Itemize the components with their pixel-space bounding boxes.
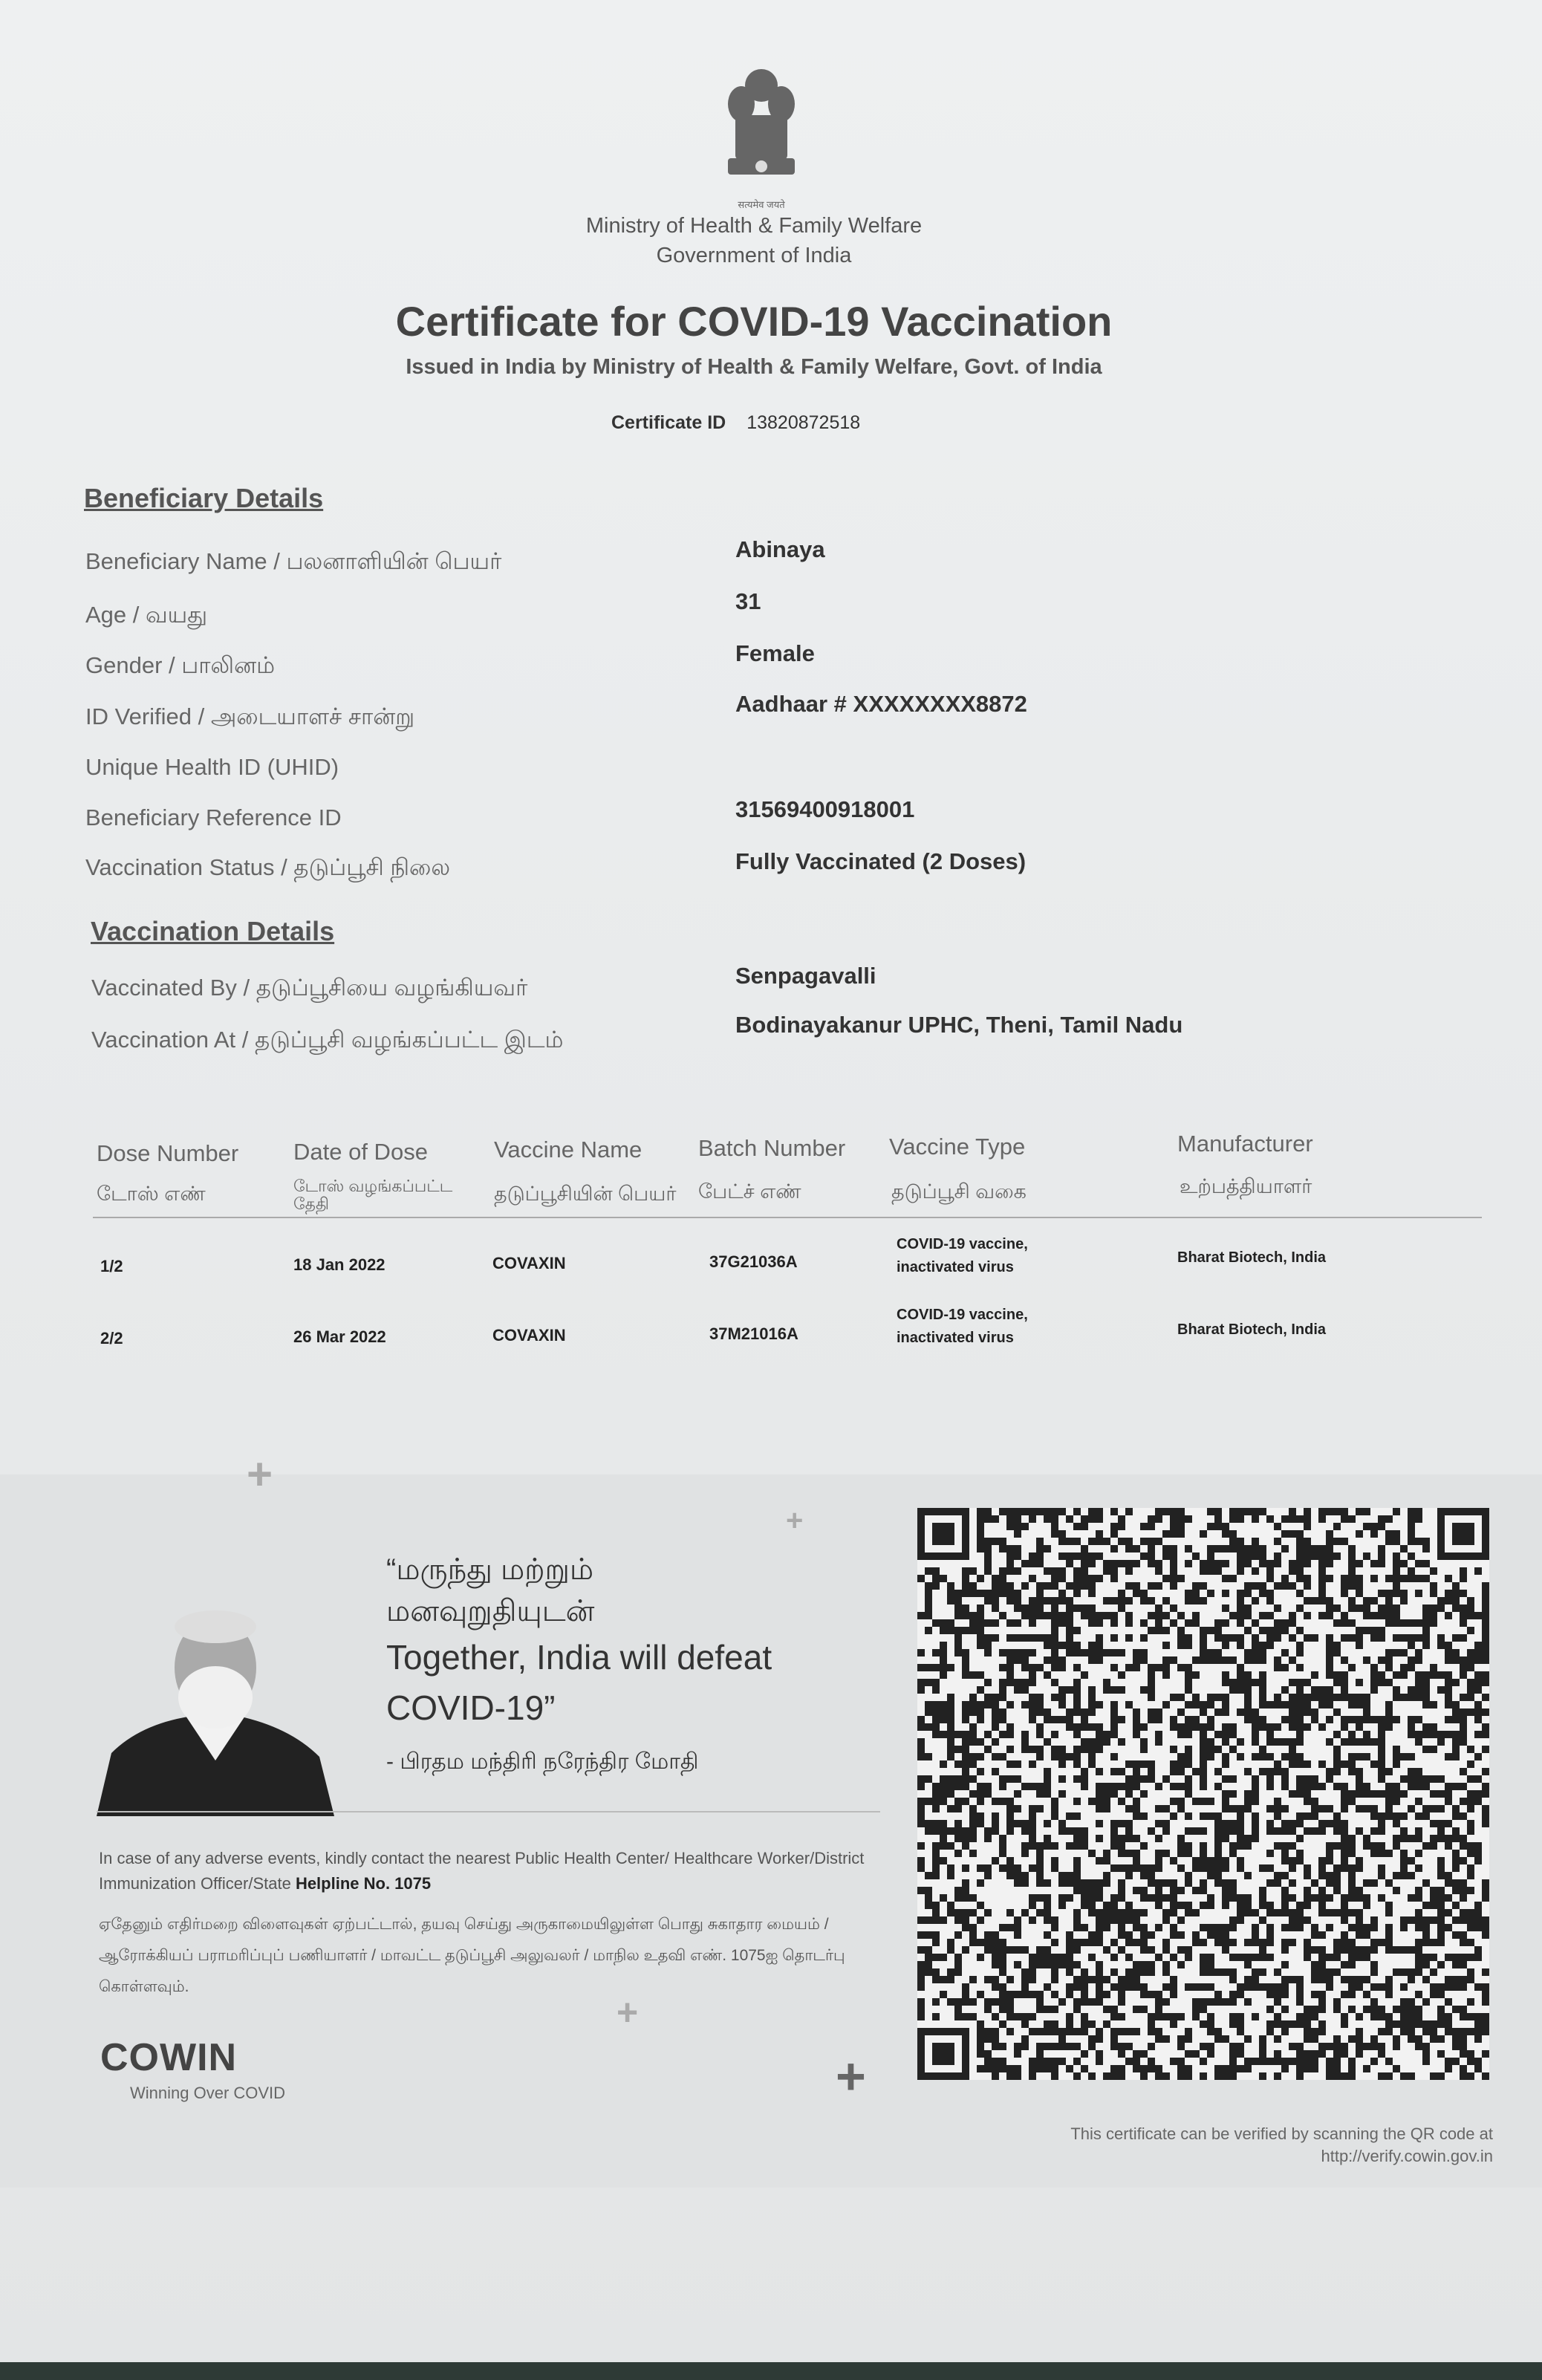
th-dose-number: Dose Number [97,1140,239,1166]
th-batch-number: Batch Number [698,1135,846,1161]
certificate-id-label: Certificate ID [611,412,726,433]
quote-line: மனவுறுதியுடன் [386,1595,595,1628]
certificate-id-value: 13820872518 [746,412,861,433]
value-age: 31 [735,588,761,614]
cowin-logo: COWIN [100,2036,238,2079]
label-gender: Gender / பாலினம் [85,652,276,678]
value-vaccinated-by: Senpagavalli [735,963,876,989]
cell-date: 26 Mar 2022 [293,1327,386,1346]
cell-vaccine: COVAXIN [492,1326,566,1345]
label-vaccination-status: Vaccination Status / தடுப்பூசி நிலை [85,854,451,880]
label-reference-id: Beneficiary Reference ID [85,804,342,830]
label-uhid: Unique Health ID (UHID) [85,754,339,780]
th-date-of-dose: Date of Dose [293,1139,428,1165]
value-name: Abinaya [735,536,825,562]
th-vaccine-type: Vaccine Type [889,1134,1026,1160]
background-surface [0,2362,1542,2380]
cell-manufacturer: Bharat Biotech, India [1177,1249,1327,1266]
th-vaccine-name-ta: தடுப்பூசியின் பெயர் [494,1183,677,1205]
helpline-text-english [99,1846,879,1896]
th-vaccine-type-ta: தடுப்பூசி வகை [891,1180,1027,1203]
label-age: Age / வயது [85,602,208,628]
label-name: Beneficiary Name / பலனாளியின் பெயர் [85,548,502,574]
cell-batch: 37M21016A [709,1324,798,1343]
th-dose-number-ta: டோஸ் எண் [97,1183,206,1205]
th-manufacturer: Manufacturer [1177,1131,1313,1157]
verify-url[interactable]: http://verify.cowin.gov.in [1321,2147,1493,2165]
certificate-title: Certificate for COVID-19 Vaccination [395,298,1113,345]
label-vaccinated-by: Vaccinated By / தடுப்பூசியை வழங்கியவர் [91,975,528,1001]
government-name: Government of India [656,244,852,267]
national-emblem [713,63,810,210]
cowin-tagline: Winning Over COVID [130,2084,286,2102]
pm-quote [386,1549,772,1733]
cell-type: COVID-19 vaccine, inactivated virus [897,1307,1028,1346]
value-gender: Female [735,640,815,666]
value-vaccination-at: Bodinayakanur UPHC, Theni, Tamil Nadu [735,1012,1183,1038]
verify-note [891,2123,1493,2168]
table-divider [93,1217,1482,1218]
plus-decoration-icon: + [786,1504,804,1537]
value-id-verified: Aadhaar # XXXXXXXX8872 [735,691,1027,717]
cell-vaccine: COVAXIN [492,1254,566,1272]
label-id-verified: ID Verified / அடையாளச் சான்று [85,703,415,729]
cell-type: COVID-19 vaccine, inactivated virus [897,1236,1028,1275]
qr-modules [917,1508,1489,2080]
cell-dose: 1/2 [100,1257,123,1275]
verify-line: This certificate can be verified by scanning the QR code at [1070,2124,1493,2143]
helpline-body: In case of any adverse events, kindly contact the nearest Public Health Center/ Healthcare Worker/District Immunization Officer/State [99,1849,865,1893]
value-reference-id: 31569400918001 [735,796,915,822]
quote-line: COVID-19” [386,1688,556,1727]
issued-by: Issued in India by Ministry of Health & Family Welfare, Govt. of India [406,355,1102,379]
th-batch-number-ta: பேட்ச் எண் [698,1180,801,1203]
ministry-name: Ministry of Health & Family Welfare [585,214,923,238]
cell-date: 18 Jan 2022 [293,1255,386,1274]
th-manufacturer-ta: உற்பத்தியாளர் [1180,1175,1312,1197]
quote-line: Together, India will defeat [386,1638,772,1677]
cell-batch: 37G21036A [709,1252,798,1271]
certificate-id [611,412,860,434]
prime-minister-photo [97,1575,334,1816]
cell-dose: 2/2 [100,1329,123,1347]
label-vaccination-at: Vaccination At / தடுப்பூசி வழங்கப்பட்ட இடம் [91,1027,564,1053]
th-vaccine-name: Vaccine Name [494,1137,642,1163]
emblem-caption: सत्यमेव जयते [738,199,785,210]
helpline-text-tamil: ஏதேனும் எதிர்மறை விளைவுகள் ஏற்பட்டால், தயவு செய்து அருகாமையிலுள்ள பொது சுகாதார மையம் / ஆரோக்கியப் பராமரிப்புப் பணியாளர் / மாவட்ட தடுப்பூசி அலுவலர் / மாநில உதவி எண். 1075ஐ தொடர்பு கொள்ளவும். [99,1916,845,1995]
helpline-number: Helpline No. 1075 [295,1874,432,1893]
divider [97,1811,880,1812]
plus-decoration-icon: + [247,1449,273,1499]
beneficiary-details-heading: Beneficiary Details [84,483,324,513]
value-vaccination-status: Fully Vaccinated (2 Doses) [735,848,1027,874]
plus-decoration-icon: + [836,2047,866,2105]
th-date-of-dose-ta: டோஸ் வழங்கப்பட்ட தேதி [293,1177,453,1213]
verification-qr-code[interactable] [917,1508,1489,2080]
plus-decoration-icon: + [617,1992,639,2033]
quote-line: “மருந்து மற்றும் [386,1553,594,1586]
quote-attribution: - பிரதம மந்திரி நரேந்திர மோதி [386,1749,699,1774]
vaccination-details-heading: Vaccination Details [91,916,335,946]
cell-manufacturer: Bharat Biotech, India [1177,1321,1327,1338]
